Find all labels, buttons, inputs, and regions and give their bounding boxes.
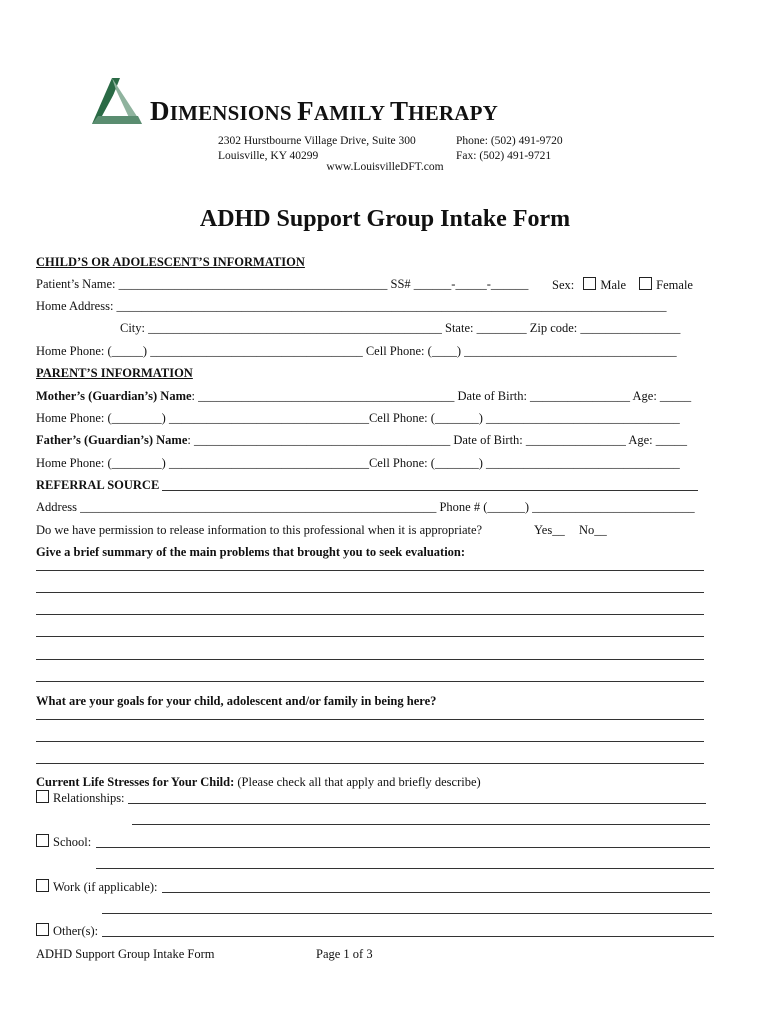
- company-website: www.LouisvilleDFT.com: [326, 161, 444, 173]
- referral-address-field[interactable]: Address _________________________________________________________ Phone # (______) __________________________: [36, 500, 695, 514]
- parent-section-heading: PARENT’S INFORMATION: [36, 366, 193, 380]
- release-permission-question: Do we have permission to release information to this professional when it is appropriate?: [36, 523, 483, 537]
- work-option: Work (if applicable):: [36, 879, 158, 895]
- permission-no[interactable]: No__: [579, 523, 607, 537]
- father-name-field[interactable]: Father’s (Guardian’s) Name: _________________________________________ Date of Birth: ________________ Age: _____: [36, 433, 688, 447]
- sex-label: Sex:: [552, 278, 575, 292]
- summary-answer-line[interactable]: [36, 681, 704, 682]
- school-option: School:: [36, 834, 91, 850]
- company-logo: [88, 76, 144, 128]
- female-checkbox[interactable]: [639, 277, 652, 290]
- company-name: DIMENSIONS FAMILY THERAPY: [150, 96, 499, 126]
- work-answer-line[interactable]: [162, 892, 710, 893]
- school-checkbox[interactable]: [36, 834, 49, 847]
- form-title: ADHD Support Group Intake Form: [199, 206, 571, 232]
- summary-answer-line[interactable]: [36, 592, 704, 593]
- company-contact: Phone: (502) 491-9720 Fax: (502) 491-9721: [456, 135, 563, 162]
- work-answer-line[interactable]: [102, 913, 712, 914]
- city-state-zip-field[interactable]: City: _______________________________________________ State: ________ Zip code: ________________: [120, 321, 681, 335]
- female-label: Female: [656, 278, 693, 292]
- referral-source-label: REFERRAL SOURCE: [36, 478, 160, 492]
- school-answer-line[interactable]: [96, 847, 710, 848]
- permission-yes[interactable]: Yes__: [534, 523, 565, 537]
- other-answer-line[interactable]: [102, 936, 714, 937]
- goals-question: What are your goals for your child, adolescent and/or family in being here?: [36, 694, 437, 708]
- goals-answer-line[interactable]: [36, 741, 704, 742]
- sex-field: [552, 277, 693, 293]
- male-checkbox[interactable]: [583, 277, 596, 290]
- work-checkbox[interactable]: [36, 879, 49, 892]
- summary-answer-line[interactable]: [36, 659, 704, 660]
- summary-question: Give a brief summary of the main problems that brought you to seek evaluation:: [36, 545, 466, 559]
- patient-name-field[interactable]: Patient’s Name: ___________________________________________ SS# ______-_____-______: [36, 277, 529, 291]
- male-label: Male: [600, 278, 627, 292]
- mother-name-field[interactable]: Mother’s (Guardian’s) Name: _________________________________________ Date of Birth: ________________ Age: _____: [36, 389, 692, 403]
- school-answer-line[interactable]: [96, 868, 714, 869]
- referral-source-line[interactable]: [162, 490, 698, 491]
- mother-phone-fields[interactable]: Home Phone: (________) ________________________________Cell Phone: (_______) _______________________________: [36, 411, 680, 425]
- footer-page-number: Page 1 of 3: [316, 947, 373, 961]
- summary-answer-line[interactable]: [36, 614, 704, 615]
- relationships-option: Relationships:: [36, 790, 125, 806]
- summary-answer-line[interactable]: [36, 636, 704, 637]
- father-phone-fields[interactable]: Home Phone: (________) ________________________________Cell Phone: (_______) _______________________________: [36, 456, 680, 470]
- child-section-heading: CHILD’S OR ADOLESCENT’S INFORMATION: [36, 255, 305, 269]
- goals-answer-line[interactable]: [36, 763, 704, 764]
- footer-form-name: ADHD Support Group Intake Form: [36, 947, 215, 961]
- goals-answer-line[interactable]: [36, 719, 704, 720]
- relationships-checkbox[interactable]: [36, 790, 49, 803]
- child-phone-fields[interactable]: Home Phone: (_____) __________________________________ Cell Phone: (____) __________________________________: [36, 344, 677, 358]
- stresses-heading: Current Life Stresses for Your Child: (Please check all that apply and briefly describe): [36, 775, 481, 789]
- summary-answer-line[interactable]: [36, 570, 704, 571]
- other-option: Other(s):: [36, 923, 98, 939]
- relationships-answer-line[interactable]: [128, 803, 706, 804]
- other-checkbox[interactable]: [36, 923, 49, 936]
- home-address-field[interactable]: Home Address: ________________________________________________________________________________________: [36, 299, 667, 313]
- company-address: 2302 Hurstbourne Village Drive, Suite 300 Louisville, KY 40299: [218, 135, 416, 162]
- relationships-answer-line[interactable]: [132, 824, 710, 825]
